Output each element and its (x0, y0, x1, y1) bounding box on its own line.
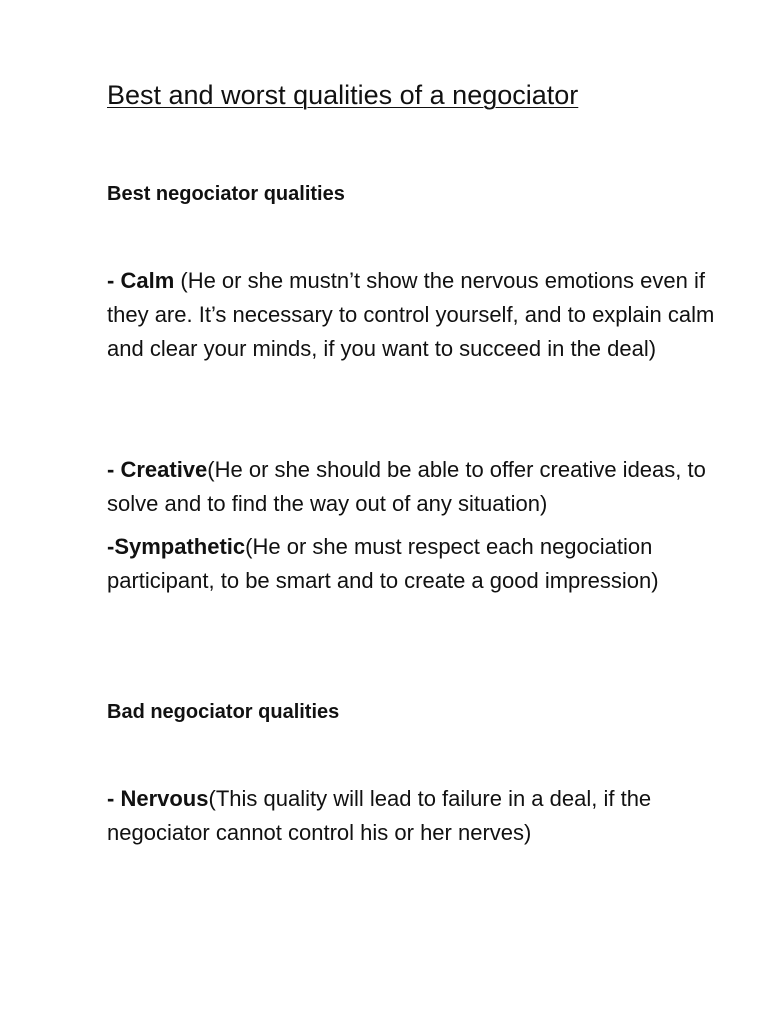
quality-prefix: - (107, 268, 121, 293)
quality-name: Creative (120, 457, 208, 482)
quality-description: (He or she mustn’t show the nervous emotions even if they are. It’s necessary to control yourself, and to explain calm and clear your minds, if you want to succeed in the deal) (107, 268, 715, 361)
quality-description: (He or she should be able to offer creative ideas, to solve and to find the way out of any situation) (107, 457, 706, 516)
document-title: Best and worst qualities of a negociator (107, 80, 579, 110)
quality-item-calm (107, 264, 727, 366)
quality-description: (This quality will lead to failure in a deal, if the negociator cannot control his or her nerves) (107, 786, 652, 845)
quality-name: Calm (120, 268, 175, 293)
quality-item-creative (107, 453, 727, 521)
quality-description: (He or she must respect each negociation participant, to be smart and to create a good impression) (107, 534, 659, 593)
quality-prefix: - (107, 786, 121, 811)
quality-item-nervous (107, 782, 727, 850)
quality-name: Nervous (120, 786, 209, 811)
quality-item-sympathetic (107, 530, 727, 598)
quality-prefix: - (107, 534, 115, 559)
bad-qualities-heading: Bad negociator qualities (107, 701, 340, 723)
best-qualities-heading: Best negociator qualities (107, 183, 345, 205)
quality-prefix: - (107, 457, 121, 482)
quality-name: Sympathetic (114, 534, 246, 559)
